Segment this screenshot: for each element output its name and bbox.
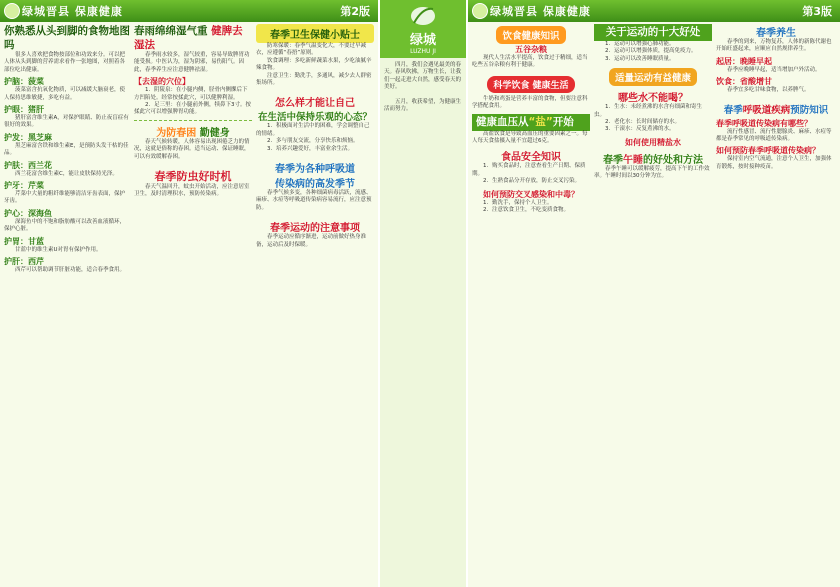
article-text: 春季宜多吃甘味食物，以养脾气。 — [727, 87, 810, 94]
leaf-logo-icon — [4, 3, 20, 19]
article-text: 牛奶和鸡蛋是营养丰富的食物，但要注意科学搭配食用。 — [472, 95, 588, 110]
article-text: 防寒保暖：春季气温变化大，不要过早减衣，应遵循“春捂”原则。 — [256, 43, 367, 57]
article-text: 2．多与朋友交流，分享快乐和烦恼。 — [267, 138, 359, 145]
title-part: 午睡 — [623, 154, 643, 166]
section-heading: 护肤：西兰花 — [4, 160, 52, 170]
header-title: 绿城晋县 保康健康 — [490, 5, 591, 18]
article-text: 五月，收获希望，为健康生活而努力。 — [384, 98, 462, 113]
leaf-logo-icon — [408, 3, 438, 29]
article-text: 西芹可以帮助调节肝脏功能，适合春季食用。 — [15, 267, 126, 274]
article-text: 1．积极面对生活中的困难，学会调整自己的情绪。 — [256, 123, 370, 137]
article-title: 春季运动的注意事项 — [270, 223, 360, 235]
slogan-band: 科学饮食 健康生活 — [487, 76, 574, 93]
logo-subtext: LUZHU JI — [410, 48, 436, 55]
title-part: 怎么样才能让自己 — [275, 98, 355, 110]
page-2-header — [0, 0, 378, 22]
section-heading: 【去湿的穴位】 — [134, 77, 190, 87]
title-part: 为防春困 — [156, 127, 197, 139]
page-number: 第3版 — [802, 5, 832, 18]
logo-text: 绿城 — [409, 33, 436, 48]
page-3-header — [468, 0, 840, 22]
title-part: 春季 — [603, 154, 623, 166]
article-text: 1．购买食品时，注意查看生产日期、保质期。 — [472, 163, 586, 177]
article-text: 芹菜中大量的粗纤维能够清洁牙齿表面，保护牙齿。 — [4, 191, 126, 205]
article-text: 菠菜富含抗氧化物质，可以减缓大脑衰老，使人保持思维敏捷，多吃有益。 — [4, 87, 126, 101]
article-text: 甘蓝中的维生素U对胃有保护作用。 — [15, 246, 102, 253]
article-text: 高盐饮食是导致高血压的重要因素之一。每人每天食盐摄入量不宜超过6克。 — [472, 130, 588, 145]
section-heading: 护脑：菠菜 — [4, 77, 44, 87]
article-title: 春季卫生保健小贴士 — [256, 24, 374, 43]
section-heading: 起居：晚睡早起 — [716, 56, 772, 66]
article-title: 春季防虫好时机 — [154, 170, 232, 184]
divider — [134, 120, 252, 121]
leaf-logo-icon — [472, 3, 488, 19]
page-number: 第2版 — [340, 5, 370, 18]
article-text: 春季应晚睡早起，适当增加户外活动。 — [727, 66, 821, 73]
article-text: 现代人生活水平提高，饮食过于精细，适当吃些五谷杂粮有利于健康。 — [472, 55, 588, 69]
article-title: 关于运动的十大好处 — [594, 24, 712, 41]
column-spring-health — [716, 24, 836, 587]
title-part: 健脾去湿法 — [134, 25, 243, 51]
section-heading: 护牙：芹菜 — [4, 181, 44, 191]
column-spring-tips — [256, 24, 374, 587]
article-text: 猪肝富含维生素A，对保护眼睛、防止夜盲症有很好的效果。 — [4, 115, 129, 129]
article-text: 2．注意饮食卫生，不吃变质食物。 — [483, 207, 570, 214]
article-text: 深海鱼中的不饱和脂肪酸可以改善血液循环，保护心脏。 — [4, 218, 126, 233]
article-text: 西兰花富含维生素C，能让皮肤保持光泽。 — [15, 170, 118, 177]
title-part: 春季为各种呼吸道 — [275, 164, 355, 176]
article-text: 流行性感冒、流行性腮腺炎、麻疹、水痘等都是春季常见的呼吸道传染病。 — [716, 128, 832, 143]
article-text: 保持室内空气流通，注意个人卫生，加强体育锻炼，按时接种疫苗。 — [716, 156, 832, 170]
article-text: 2．足三里：在小腿前外侧，犊鼻下3寸。按揉此穴可以增强脾胃功能。 — [134, 102, 251, 116]
column-food-map — [4, 24, 130, 587]
article-title — [256, 160, 374, 190]
article-text: 2．生熟食品分开存放，防止交叉污染。 — [483, 178, 581, 185]
article-text: 春天气候转暖，人体容易出现困倦乏力的情况，这就是俗称的春困。适当运动、保证睡眠，可以有效缓解春困。 — [134, 138, 250, 160]
article-text: 注意卫生：勤洗手，多通风，减少去人群密集场所。 — [256, 72, 372, 87]
article-text: 春季的到来，万物复苏，人体的新陈代谢也开始旺盛起来，应顺应自然规律养生。 — [716, 39, 832, 53]
article-title — [134, 24, 252, 52]
article-text: 春季气候多变，各种细菌病毒活跃，流感、麻疹、水痘等呼吸道传染病容易流行，应注意预防。 — [256, 190, 372, 211]
article-title — [472, 114, 590, 131]
title-part: 饮食健康知识 — [496, 26, 565, 44]
article-text: 四月，我们会遇见最美的春天。春风吹拂，万物生长，让我们一起走进大自然，感受春天的美好。 — [384, 62, 462, 91]
column-damp-health — [134, 24, 252, 587]
article-text: 春季雨水较多，湿气较重，容易导致脾胃功能受损。中医认为，湿为阴邪，易伤阳气。因此，春季养生应注意健脾祛湿。 — [134, 52, 250, 73]
article-text: 饮食调理：多吃新鲜蔬菜水果，少吃油腻辛辣食物。 — [256, 57, 372, 72]
title-part: 在生活中保持乐观的心态？ — [257, 112, 372, 124]
article-title: 哪些水不能喝？ — [618, 93, 688, 105]
article-text: 3．千滚水：反复煮沸的水。 — [605, 126, 675, 133]
section-heading: 护眼：猪肝 — [4, 105, 44, 115]
title-part: 健康血压从 — [476, 115, 529, 128]
section-heading: 护心：深海鱼 — [4, 208, 52, 218]
article-text: 1．运动可以增强心肺功能。 — [605, 41, 675, 47]
article-text: 1．勤洗手，保持个人卫生。 — [483, 199, 553, 206]
title-part: “盐” — [528, 115, 553, 128]
title-part: 预防知识 — [790, 104, 829, 116]
article-text: 很多人喜欢把食物按部位和功效来分。可以把人体从头到脚的营养需求看作一张地图，对照着各部位吃出健康。 — [4, 52, 126, 73]
article-text: 春天气温回升，蚊虫开始活动，应注意居室卫生，及时清理积水，预防传染病。 — [134, 184, 250, 198]
section-heading: 饮食：省酸增甘 — [716, 77, 772, 87]
article-title: 如何预防交叉感染和中毒？ — [483, 189, 579, 199]
title-part: 呼吸道疾病 — [742, 104, 791, 116]
article-text: 春季午睡可以缓解疲劳，提高下午的工作效率。午睡时间以30分钟为宜。 — [594, 165, 710, 180]
article-text: 2．老化水：长时间储存的水。 — [605, 119, 681, 126]
article-text: 黑芝麻富含铁和维生素E，是预防头发干枯的佳品。 — [4, 142, 129, 157]
page-3 — [468, 0, 840, 587]
article-text: 3．运动可以改善睡眠质量。 — [605, 55, 675, 62]
title-part: 勤健身 — [199, 127, 230, 139]
section-heading: 春季呼吸道传染病有哪些？ — [716, 118, 812, 128]
article-title: 春季养生 — [756, 28, 796, 39]
title-part: 春雨绵绵湿气重 — [134, 25, 208, 37]
title-part: 五谷杂粮 — [515, 45, 547, 54]
center-strip — [380, 0, 466, 587]
article-title — [256, 94, 374, 123]
header-title: 绿城晋县 保康健康 — [22, 5, 123, 18]
section-heading: 如何预防春季呼吸道传染病？ — [716, 146, 820, 156]
page-2 — [0, 0, 378, 587]
article-title — [134, 124, 252, 139]
article-text: 春季运动应循序渐进，运动前做好热身准备，运动后及时保暖。 — [256, 234, 367, 248]
column-diet — [472, 24, 590, 587]
title-part: 春季 — [723, 104, 743, 116]
article-title: 如何使用精盐水 — [625, 137, 681, 147]
article-text: 1．生水：未经煮沸的水含有细菌和寄生虫。 — [594, 104, 703, 118]
article-text: 2．运动可以增强体质，提高免疫力。 — [605, 48, 697, 55]
section-heading: 护肝：西芹 — [4, 257, 44, 267]
logo-block — [380, 0, 466, 58]
article-title — [472, 24, 590, 55]
article-title: 你熟悉从头到脚的食物地图吗 — [4, 25, 130, 51]
article-title — [716, 102, 836, 116]
article-title: 食品安全知识 — [501, 152, 561, 164]
article-title: 适量运动有益健康 — [609, 68, 697, 86]
article-text: 3．培养兴趣爱好，丰富业余生活。 — [267, 145, 354, 152]
article-title — [594, 151, 712, 166]
title-part: 传染病的高发季节 — [275, 179, 355, 191]
article-text: 1．阴陵泉：在小腿内侧，胫骨内侧髁后下方凹陷处。经常按揉此穴，可以健脾利湿。 — [134, 87, 248, 101]
title-part: 的好处和方法 — [643, 154, 703, 166]
title-part: 开始 — [552, 115, 574, 128]
section-heading: 护发：黑芝麻 — [4, 132, 52, 142]
column-exercise — [594, 24, 712, 587]
section-heading: 护胃：甘蓝 — [4, 236, 44, 246]
